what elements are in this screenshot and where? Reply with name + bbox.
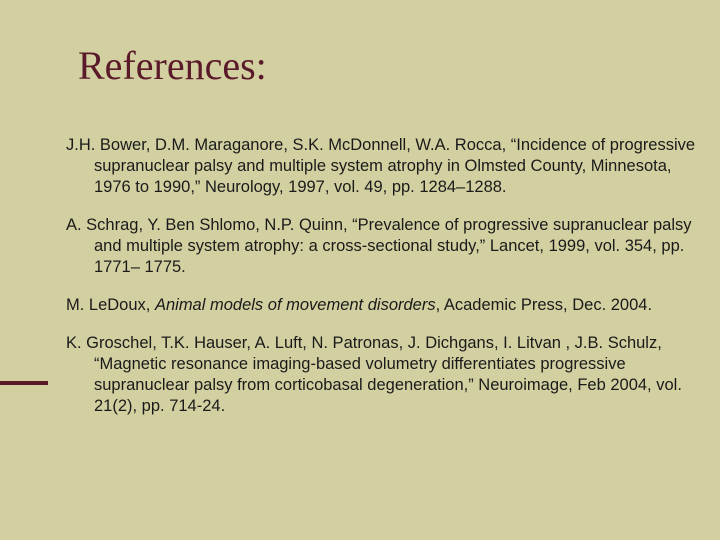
accent-bar: [0, 381, 48, 385]
reference-publisher: , Academic Press, Dec. 2004.: [435, 296, 653, 314]
reference-list: [66, 135, 706, 434]
slide-title: References:: [78, 43, 267, 88]
reference-book-title: Animal models of movement disorders: [154, 296, 436, 314]
reference-item: A. Schrag, Y. Ben Shlomo, N.P. Quinn, “Prevalence of progressive supranuclear palsy and multiple system atrophy: a cross-sectional study,” Lancet, 1999, vol. 354, pp. 1771– 1775.: [66, 216, 692, 276]
reference-item: [66, 295, 706, 316]
reference-item: K. Groschel, T.K. Hauser, A. Luft, N. Patronas, J. Dichgans, I. Litvan , J.B. Schulz, “Magnetic resonance imaging-based volumetry differentiates progressive supranuclear palsy from corticobasal degeneration,” Neuroimage, Feb 2004, vol. 21(2), pp. 714-24.: [66, 334, 682, 415]
reference-authors: M. LeDoux,: [66, 296, 155, 314]
reference-item: J.H. Bower, D.M. Maraganore, S.K. McDonnell, W.A. Rocca, “Incidence of progressive supranuclear palsy and multiple system atrophy in Olmsted County, Minnesota, 1976 to 1990,” Neurology, 1997, vol. 49, pp. 1284–1288.: [66, 136, 696, 196]
